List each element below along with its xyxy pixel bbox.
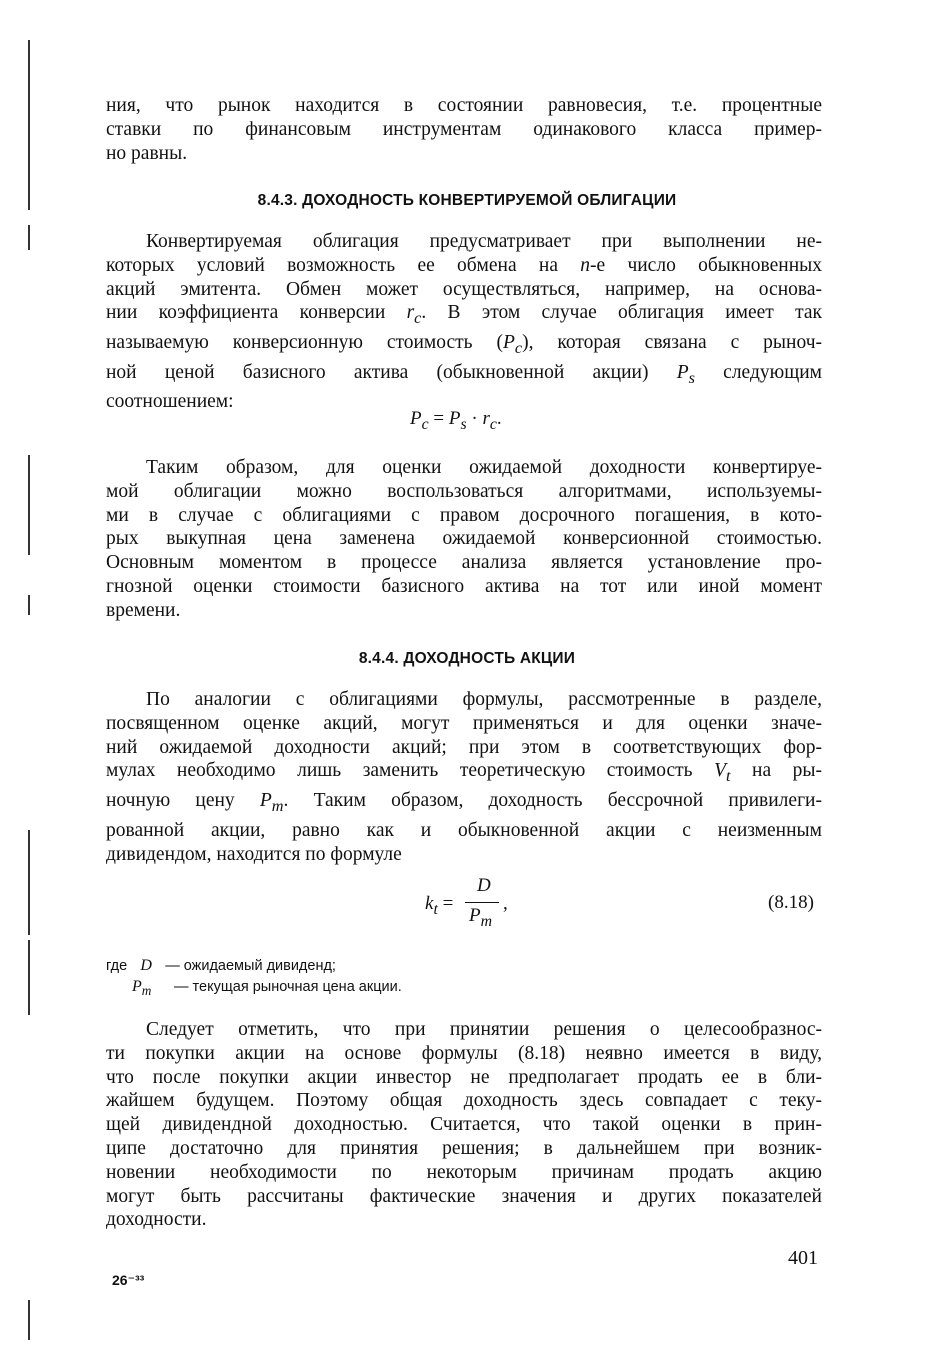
text-line: гнозной оценки стоимости базисного актива на тот или иной момент <box>106 575 822 597</box>
text-line: ти покупки акции на основе формулы (8.18) неявно имеется в виду, <box>106 1042 822 1064</box>
formula-stock-yield: $k_t$ = D $P_m$ , <box>425 875 508 930</box>
text-line: новении необходимости по некоторым причинам продать акцию <box>106 1161 822 1183</box>
text-line: времени. <box>106 599 181 621</box>
scan-edge-mark <box>28 40 30 210</box>
text-line: ночную цену $P_m$. Таким образом, доходность бессрочной привилеги- <box>106 790 822 815</box>
text-line: ми в случае с облигациями с правом досрочного погашения, в кото- <box>106 504 822 526</box>
printer-signature: 26⁻³³ <box>112 1272 145 1288</box>
text-line: которых условий возможность ее обмена на n-е число обыкновенных <box>106 254 823 276</box>
text-line: ципе достаточно для принятия решения; в дальнейшем при возник- <box>106 1137 822 1159</box>
text-line: доходности. <box>106 1209 207 1231</box>
text-line: рованной акции, равно как и обыкновенной акции с неизменным <box>106 819 822 841</box>
scan-edge-mark <box>28 455 30 555</box>
text-line: ний ожидаемой доходности акций; при этом в соответствующих фор- <box>106 736 822 758</box>
text-line: что после покупки акции инвестор не предполагает продать ее в бли- <box>106 1066 822 1088</box>
equation-number: (8.18) <box>768 892 814 913</box>
scan-edge-mark <box>28 595 30 615</box>
text-line: По аналогии с облигациями формулы, рассмотренные в разделе, <box>146 689 822 710</box>
text-line: дивидендом, находится по формуле <box>106 843 402 865</box>
text-line: рых выкупная цена заменена ожидаемой конверсионной стоимостью. <box>106 528 822 550</box>
text-line: мой облигации можно воспользоваться алгоритмами, используемы- <box>106 480 822 502</box>
text-line: могут быть рассчитаны фактические значения и других показателей <box>106 1185 822 1207</box>
text-line: называемую конверсионную стоимость $(P_c)$, которая связана с рыноч- <box>106 332 822 357</box>
text-line: мулах необходимо лишь заменить теоретическую стоимость $V_t$ на ры- <box>106 760 823 786</box>
definition-market-price: $P_m$ — текущая рыночная цена акции. <box>132 978 402 999</box>
text-line: акций эмитента. Обмен может осуществляться, например, на основа- <box>106 278 822 300</box>
text-line: ставки по финансовым инструментам одинакового класса пример- <box>106 118 822 140</box>
text-line: но равны. <box>106 142 188 164</box>
text-line: Таким образом, для оценки ожидаемой доходности конвертируе- <box>146 457 822 478</box>
formula-conversion-value: $P_c = P_s \cdot r_c$. <box>410 408 502 433</box>
page-number: 401 <box>788 1247 818 1269</box>
text-line: Основным моментом в процессе анализа является установление про- <box>106 552 822 574</box>
text-line: посвященном оценке акций, могут применяться и для оценки значе- <box>106 712 822 734</box>
text-line: ния, что рынок находится в состоянии равновесия, т.е. процентные <box>106 95 822 116</box>
paragraph-intro <box>106 94 822 165</box>
text-line: Конвертируемая облигация предусматривает при выполнении не- <box>146 231 822 252</box>
section-heading-convertible-bond: 8.4.3. ДОХОДНОСТЬ КОНВЕРТИРУЕМОЙ ОБЛИГАЦИИ <box>257 192 677 209</box>
text-line: щей дивидендной доходностью. Считается, что такой оценки в прин- <box>106 1114 822 1136</box>
text-line: нии коэффициента конверсии $r_c$. В этом случае облигация имеет так <box>106 302 822 328</box>
paragraph-convertible-bond <box>106 230 822 414</box>
scan-edge-mark <box>28 940 30 1015</box>
paragraph-stock-yield <box>106 688 822 866</box>
text-line: соотношением: <box>106 391 234 413</box>
scan-edge-mark <box>28 1300 30 1340</box>
definition-dividend: где D — ожидаемый дивиденд; <box>106 957 336 974</box>
text-line: Следует отметить, что при принятии решения о целесообразнос- <box>146 1019 822 1040</box>
text-line: жайшем будущем. Поэтому общая доходность здесь совпадает с теку- <box>106 1090 822 1112</box>
section-heading-stock-yield: 8.4.4. ДОХОДНОСТЬ АКЦИИ <box>358 650 576 667</box>
scan-edge-mark <box>28 830 30 935</box>
scan-edge-mark <box>28 225 30 250</box>
text-line: ной ценой базисного актива (обыкновенной акции) $P_s$ следующим <box>106 361 822 387</box>
paragraph-decision <box>106 1018 822 1232</box>
paragraph-convertible-analysis <box>106 456 822 623</box>
